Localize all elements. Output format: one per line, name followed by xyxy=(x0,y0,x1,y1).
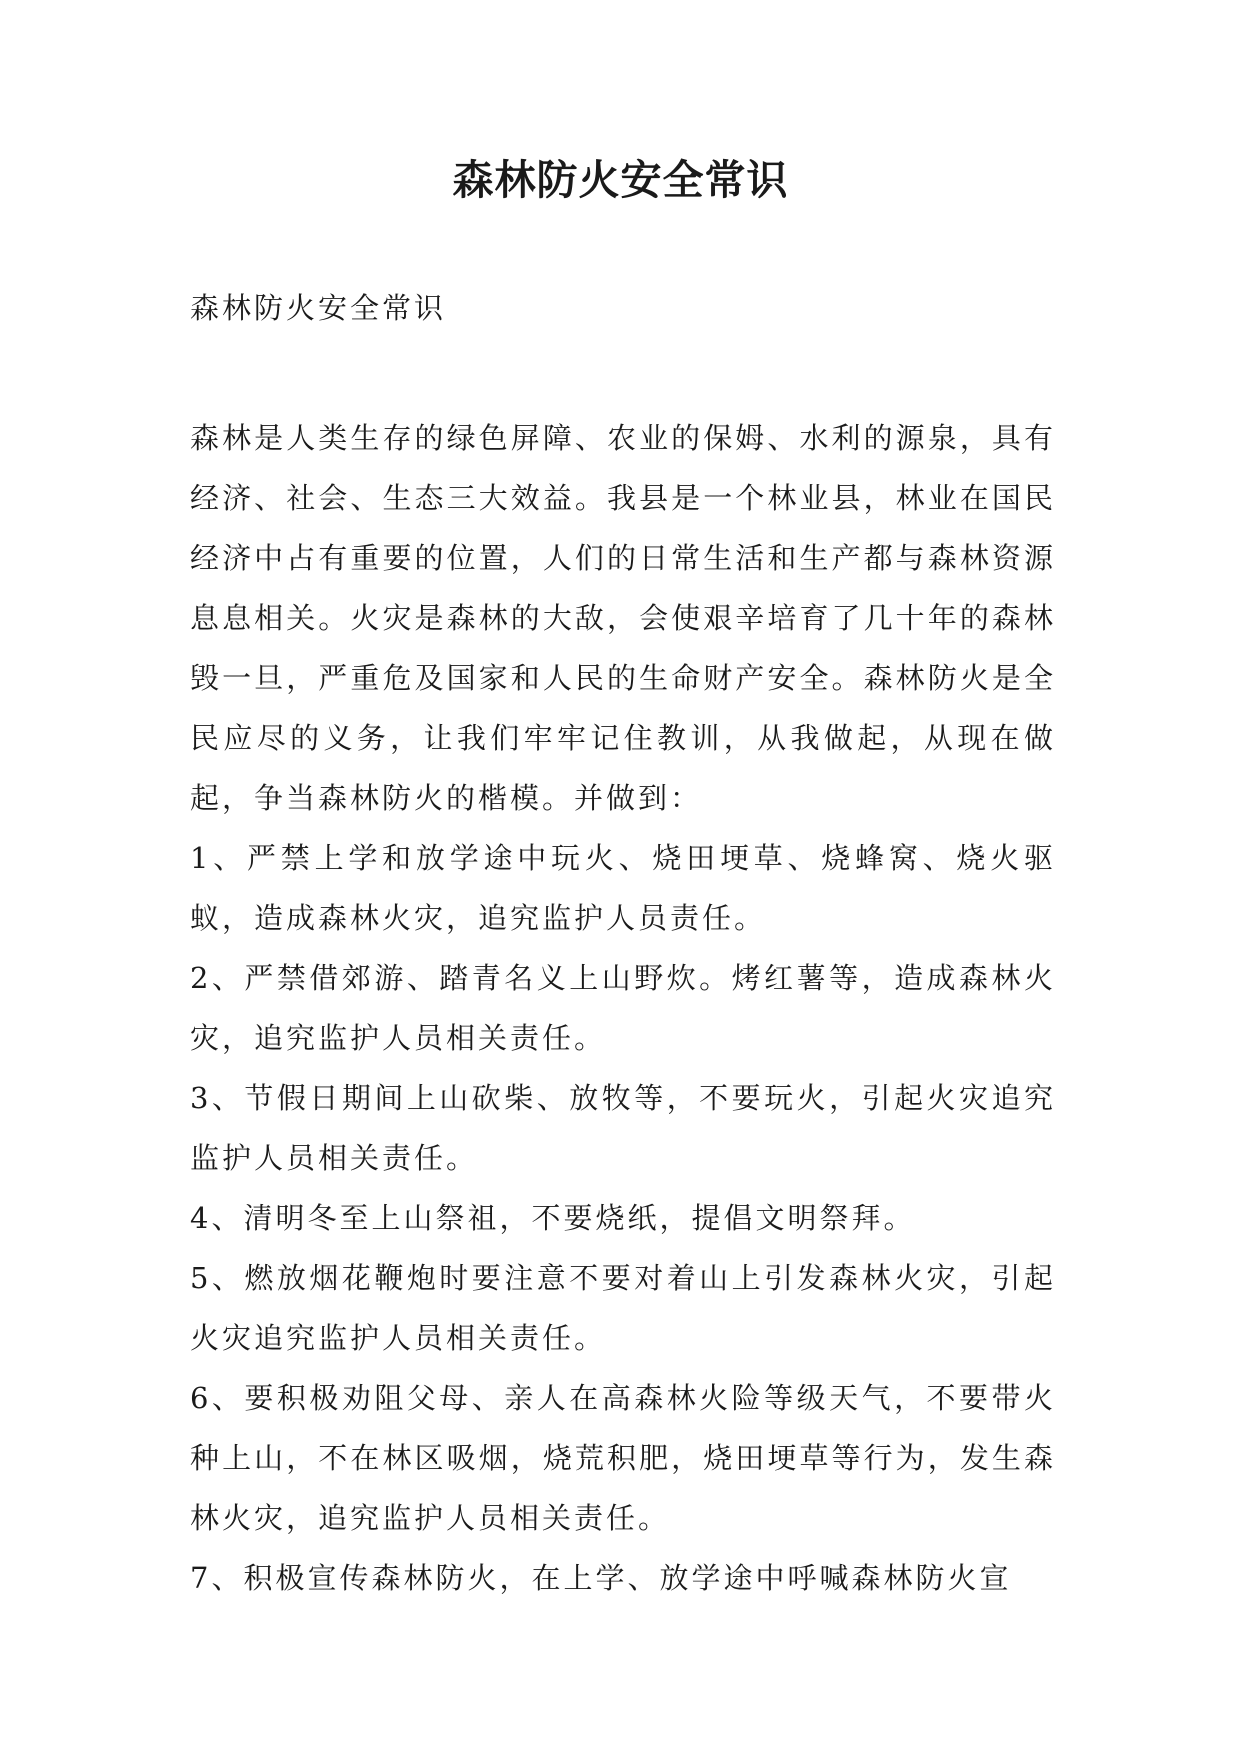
rule-item-5: 5、燃放烟花鞭炮时要注意不要对着山上引发森林火灾，引起火灾追究监护人员相关责任。 xyxy=(190,1261,1056,1355)
rule-item-6: 6、要积极劝阻父母、亲人在高森林火险等级天气，不要带火种上山，不在林区吸烟，烧荒积肥，烧田埂草等行为，发生森林火灾，追究监护人员相关责任。 xyxy=(190,1381,1056,1535)
document-body xyxy=(190,408,1056,1608)
rule-item-4: 4、清明冬至上山祭祖，不要烧纸，提倡文明祭拜。 xyxy=(190,1201,916,1235)
document-subtitle: 森林防火安全常识 xyxy=(190,291,447,325)
rule-item-3: 3、节假日期间上山砍柴、放牧等，不要玩火，引起火灾追究监护人员相关责任。 xyxy=(190,1081,1056,1175)
rule-item-1: 1、严禁上学和放学途中玩火、烧田埂草、烧蜂窝、烧火驱蚁，造成森林火灾，追究监护人员责任。 xyxy=(190,841,1056,935)
rule-item-2: 2、严禁借郊游、踏青名义上山野炊。烤红薯等，造成森林火灾，追究监护人员相关责任。 xyxy=(190,961,1056,1055)
intro-paragraph: 森林是人类生存的绿色屏障、农业的保姆、水利的源泉，具有经济、社会、生态三大效益。我县是一个林业县，林业在国民经济中占有重要的位置，人们的日常生活和生产都与森林资源息息相关。火灾是森林的大敌，会使艰辛培育了几十年的森林毁一旦，严重危及国家和人民的生命财产安全。森林防火是全民应尽的义务，让我们牢牢记住教训，从我做起，从现在做起，争当森林防火的楷模。并做到： xyxy=(190,421,1056,815)
rule-item-7: 7、积极宣传森林防火，在上学、放学途中呼喊森林防火宣 xyxy=(190,1561,1012,1595)
document-title: 森林防火安全常识 xyxy=(452,156,789,204)
